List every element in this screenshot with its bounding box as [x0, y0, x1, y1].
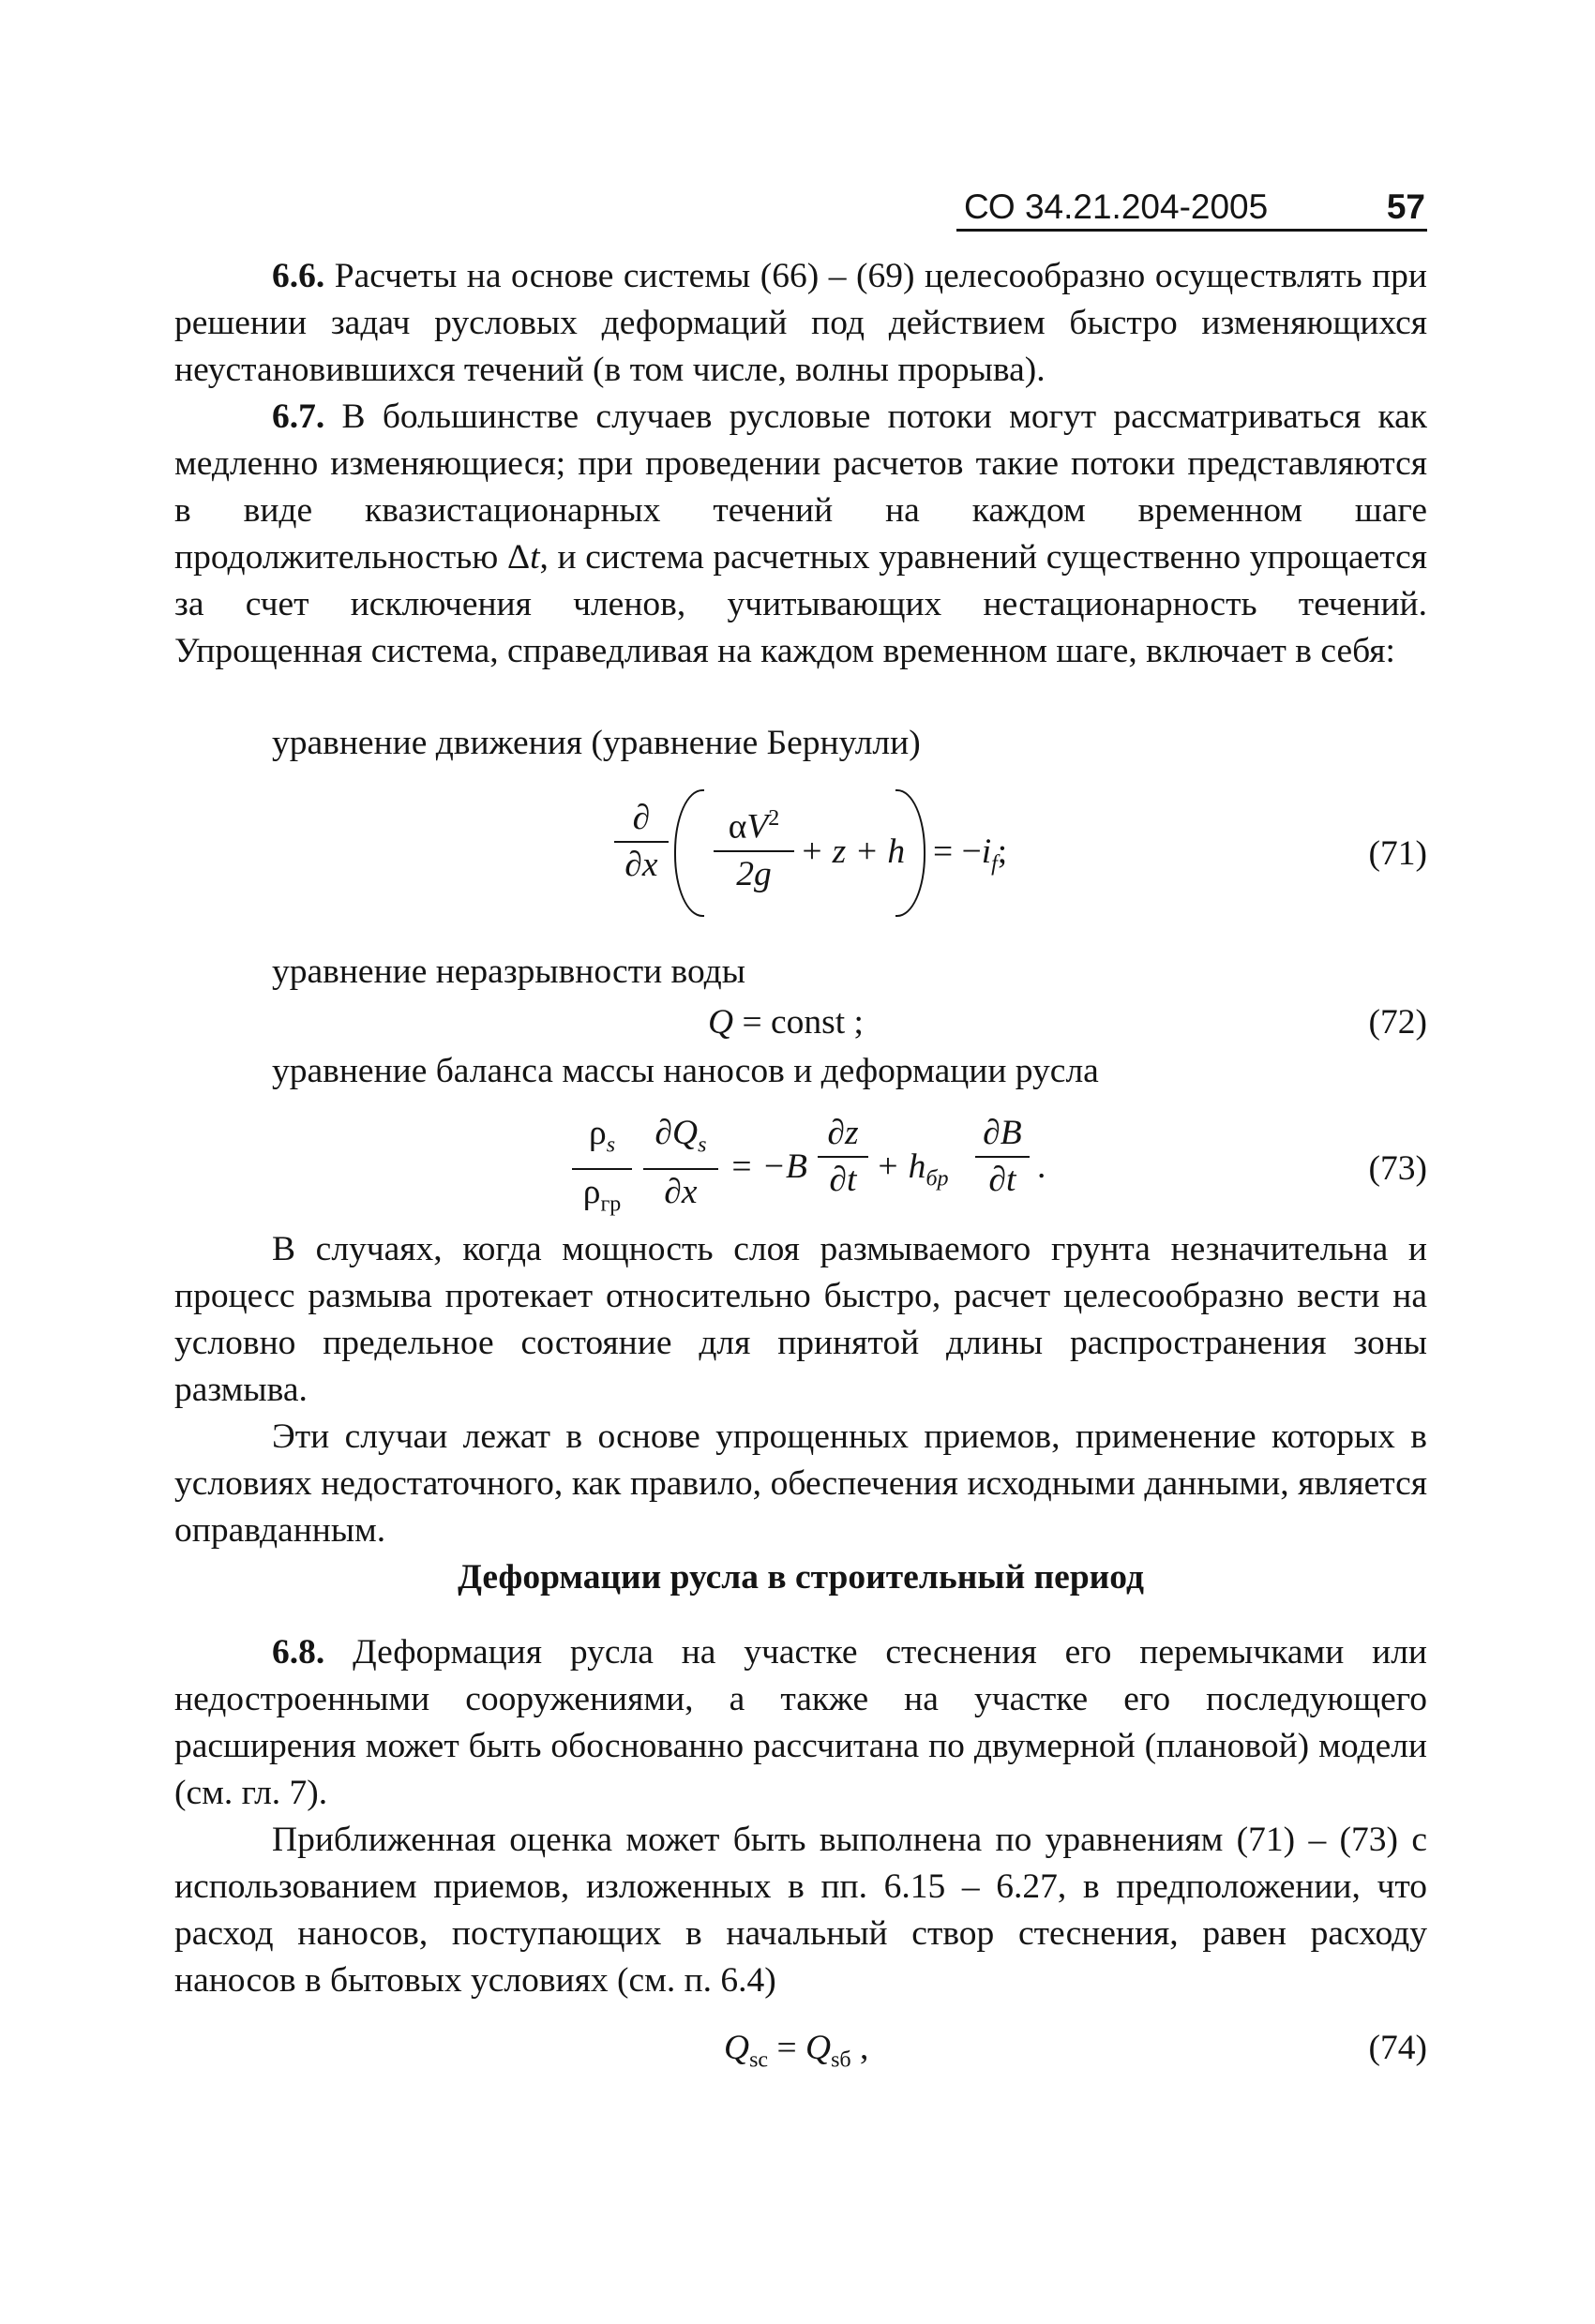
paragraph-approximate-estimate: Приближенная оценка может быть выполнена по уравнениям (71) – (73) с использованием приемов, изложенных в пп. 6.15 – 6.27, в предположении, что расход наносов, поступающих в начальный створ стеснения, равен расходу наносов в бытовых условиях (см. п. 6.4) — [174, 1821, 1427, 2000]
width-change-derivative: ∂B ∂t — [975, 1112, 1030, 1202]
paragraph-text: Расчеты на основе системы (66) – (69) целесообразно осуществлять при решении задач русловых деформаций под действием быстро изменяющихся неустановившихся течений (в том числе, волны прорыва). — [174, 257, 1427, 389]
bed-change-derivative: ∂z ∂t — [818, 1112, 868, 1202]
equation-number-71: (71) — [1368, 834, 1427, 873]
section-title: Деформации русла в строительный период — [458, 1558, 1144, 1597]
delta-symbol: Δ — [506, 538, 531, 577]
document-code: СО 34.21.204-2005 — [964, 187, 1269, 226]
paragraph-6-6 — [174, 253, 1427, 394]
equation-72: Q = const ; — [708, 1003, 864, 1042]
clause-number: 6.6. — [272, 257, 325, 295]
right-paren — [895, 789, 925, 917]
bank-height-term: + $h_{бр}$ — [876, 1147, 949, 1192]
paragraph-6-8 — [174, 1629, 1427, 1817]
width-term: = −B — [730, 1147, 807, 1186]
page-number: 57 — [1386, 187, 1425, 226]
period: . — [1037, 1147, 1046, 1186]
derivative-operator: ∂ ∂x — [614, 797, 669, 887]
clause-number: 6.7. — [272, 397, 325, 436]
equation-74: $Q_{sс} = Q_{sб}$ , — [724, 2029, 869, 2073]
kinetic-term: $\alpha V^2$ 2g — [714, 797, 794, 896]
equation-number-72: (72) — [1368, 1003, 1427, 1042]
paragraph-text: В большинстве случаев русловые потоки могут рассматриваться как медленно изменяющиеся; при проведении расчетов такие потоки представляются в виде квазистационарных течений на каждом временном шаге продолжительностью — [174, 397, 1427, 577]
paragraph-text: Деформация русла на участке стеснения его перемычками или недостроенными сооружениями, а также на участке его последующего расширения может быть обоснованно рассчитана по двумерной (плановой) модели (см. гл. 7). — [174, 1633, 1427, 1812]
density-ratio: $\rho_s$ $\rho_{гр}$ — [572, 1112, 632, 1225]
time-symbol: t — [530, 538, 540, 577]
left-paren — [674, 789, 704, 917]
label-balance-equation: уравнение баланса массы наносов и деформации русла — [272, 1052, 1099, 1090]
paragraph-simplified-methods: Эти случаи лежат в основе упрощенных приемов, применение которых в условиях недостаточного, как правило, обеспечения исходными данными, является оправданным. — [174, 1417, 1427, 1550]
label-motion-equation: уравнение движения (уравнение Бернулли) — [272, 724, 921, 762]
equation-number-74: (74) — [1368, 2029, 1427, 2067]
label-continuity-equation: уравнение неразрывности воды — [272, 952, 745, 991]
equation-number-73: (73) — [1368, 1149, 1427, 1188]
friction-slope: = $-i_f$; — [933, 832, 1008, 877]
equation-71 — [614, 784, 1008, 924]
sediment-flux-derivative: $\partial Q_s$ ∂x — [643, 1112, 718, 1214]
paragraph-6-7 — [174, 394, 1427, 675]
running-header — [956, 186, 1427, 232]
elevation-terms: + z + h — [800, 832, 906, 871]
equation-73 — [572, 1099, 1078, 1221]
paragraph-cases: В случаях, когда мощность слоя размываемого грунта незначительна и процесс размыва протекает относительно быстро, расчет целесообразно вести на условно предельное состояние для принятой длины распространения зоны размыва. — [174, 1230, 1427, 1409]
clause-number: 6.8. — [272, 1633, 325, 1672]
paragraph-text: , и система расчетных уравнений существенно упрощается за счет исключения членов, учитывающих нестационарность течений. Упрощенная система, справедливая на каждом временном шаге, включает в себя: — [174, 538, 1427, 670]
